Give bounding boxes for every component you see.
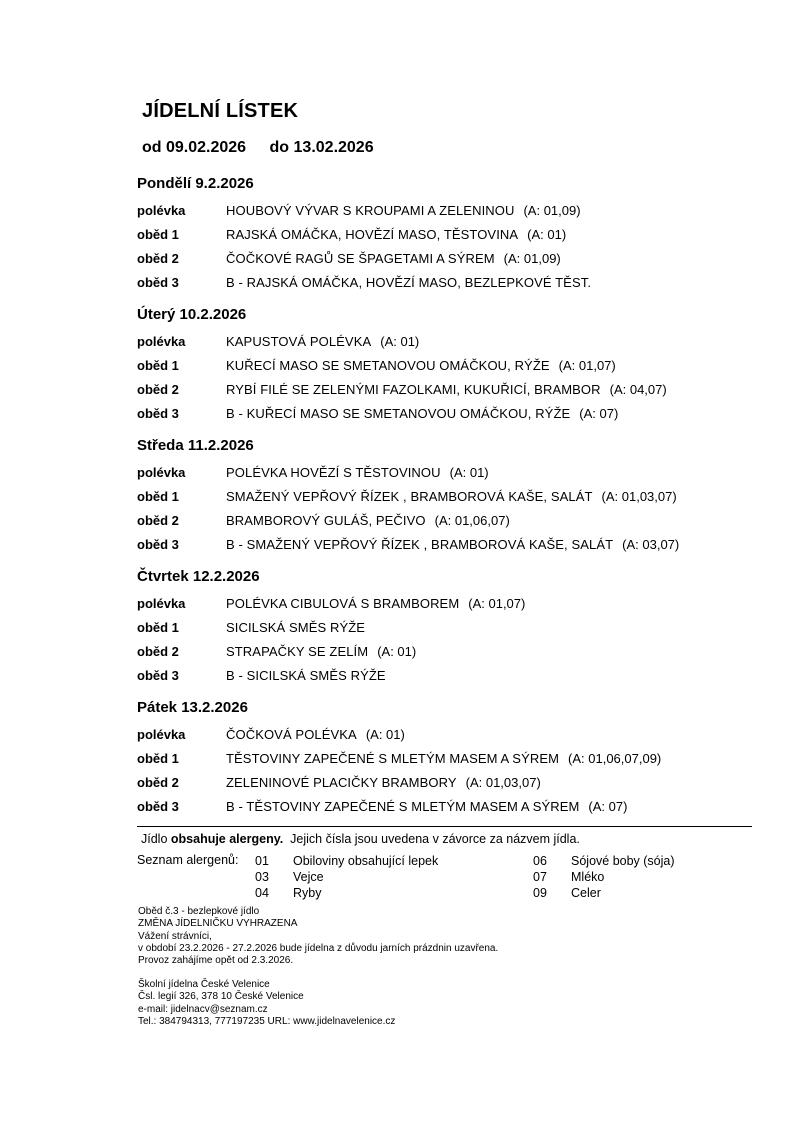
day-section — [137, 434, 757, 557]
menu-row — [137, 640, 757, 664]
allergen-name: Ryby — [293, 886, 322, 900]
meal-label: oběd 2 — [137, 251, 179, 266]
menu-row — [137, 747, 757, 771]
day-title: Čtvrtek 12.2.2026 — [137, 568, 260, 585]
meal-name: RYBÍ FILÉ SE ZELENÝMI FAZOLKAMI, KUKUŘICÍ, BRAMBOR — [226, 382, 601, 397]
meal-allergens: (A: 01,09) — [503, 251, 561, 266]
divider-line — [137, 826, 752, 827]
allergen-name: Mléko — [571, 870, 605, 884]
allergen-note — [141, 832, 580, 846]
meal-allergens: (A: 01) — [449, 465, 489, 480]
meal-name: POLÉVKA HOVĚZÍ S TĚSTOVINOU — [226, 465, 441, 480]
meal-name: B - KUŘECÍ MASO SE SMETANOVOU OMÁČKOU, RÝŽE — [226, 406, 571, 421]
meal-label: oběd 3 — [137, 275, 179, 290]
meal-allergens: (A: 01) — [527, 227, 567, 242]
allergen-column — [533, 853, 675, 901]
day-section — [137, 303, 757, 426]
allergen-note-prefix: Jídlo — [141, 832, 168, 846]
meal-label: oběd 2 — [137, 382, 179, 397]
day-title: Pondělí 9.2.2026 — [137, 175, 254, 192]
footer-line: ZMĚNA JÍDELNIČKU VYHRAZENA — [138, 918, 298, 930]
footer-line: Vážení strávníci, — [138, 930, 212, 942]
footer-line: v období 23.2.2026 - 27.2.2026 bude jídelna z důvodu jarních prázdnin uzavřena. — [138, 942, 499, 954]
meal-name: KAPUSTOVÁ POLÉVKA — [226, 334, 372, 349]
meal-label: polévka — [137, 334, 186, 349]
meal-name: B - SICILSKÁ SMĚS RÝŽE — [226, 668, 386, 683]
menu-row — [137, 509, 757, 533]
meal-name: ZELENINOVÉ PLACIČKY BRAMBORY — [226, 775, 457, 790]
meal-allergens: (A: 01) — [365, 727, 405, 742]
meal-label: oběd 3 — [137, 537, 179, 552]
meal-allergens: (A: 01) — [380, 334, 420, 349]
date-to: do 13.02.2026 — [269, 139, 374, 156]
allergen-item — [533, 885, 675, 901]
meal-name: ČOČKOVÁ POLÉVKA — [226, 727, 357, 742]
meal-name: B - SMAŽENÝ VEPŘOVÝ ŘÍZEK , BRAMBOROVÁ KAŠE, SALÁT — [226, 537, 614, 552]
contact-line: e-mail: jidelnacv@seznam.cz — [138, 1003, 268, 1015]
allergen-name: Obiloviny obsahující lepek — [293, 854, 439, 868]
allergen-name: Sójové boby (sója) — [571, 854, 675, 868]
allergen-name: Vejce — [293, 870, 324, 884]
allergen-note-suffix: Jejich čísla jsou uvedena v závorce za názvem jídla. — [290, 832, 580, 846]
allergen-number: 03 — [255, 870, 269, 884]
allergen-number: 01 — [255, 854, 269, 868]
meal-name: SMAŽENÝ VEPŘOVÝ ŘÍZEK , BRAMBOROVÁ KAŠE, SALÁT — [226, 489, 593, 504]
menu-row — [137, 533, 757, 557]
meal-allergens: (A: 01) — [377, 644, 417, 659]
footer-notes — [138, 906, 498, 967]
menu-row — [137, 330, 757, 354]
menu-row — [137, 795, 757, 819]
day-title: Středa 11.2.2026 — [137, 437, 254, 454]
page-title: JÍDELNÍ LÍSTEK — [142, 100, 299, 122]
allergen-item — [255, 885, 438, 901]
date-range — [142, 139, 374, 157]
meal-name: TĚSTOVINY ZAPEČENÉ S MLETÝM MASEM A SÝREM — [226, 751, 560, 766]
meal-label: oběd 2 — [137, 775, 179, 790]
meal-label: oběd 1 — [137, 620, 179, 635]
date-from: od 09.02.2026 — [142, 139, 247, 156]
menu-row — [137, 616, 757, 640]
menu-row — [137, 592, 757, 616]
day-section — [137, 565, 757, 688]
menu-row — [137, 271, 757, 295]
footer-line: Oběd č.3 - bezlepkové jídlo — [138, 906, 260, 917]
menu-row — [137, 402, 757, 426]
menu-row — [137, 664, 757, 688]
meal-label: oběd 1 — [137, 751, 179, 766]
meal-label: oběd 1 — [137, 358, 179, 373]
meal-allergens: (A: 04,07) — [609, 382, 667, 397]
meal-allergens: (A: 07) — [588, 799, 628, 814]
contact-line: Tel.: 384794313, 777197235 URL: www.jidelnavelenice.cz — [138, 1015, 396, 1027]
allergen-number: 06 — [533, 854, 547, 868]
menu-row — [137, 723, 757, 747]
meal-allergens: (A: 01,06,07) — [434, 513, 510, 528]
menu-row — [137, 223, 757, 247]
allergen-number: 07 — [533, 870, 547, 884]
allergen-number: 09 — [533, 886, 547, 900]
allergen-item — [533, 869, 675, 885]
menu-days — [137, 172, 757, 819]
meal-label: oběd 2 — [137, 513, 179, 528]
meal-allergens: (A: 01,09) — [523, 203, 581, 218]
menu-row — [137, 771, 757, 795]
allergen-item — [533, 853, 675, 869]
meal-label: oběd 3 — [137, 799, 179, 814]
menu-row — [137, 247, 757, 271]
menu-row — [137, 461, 757, 485]
meal-name: BRAMBOROVÝ GULÁŠ, PEČIVO — [226, 513, 426, 528]
menu-row — [137, 378, 757, 402]
day-section — [137, 172, 757, 295]
allergen-item — [255, 853, 438, 869]
allergen-note-bold: obsahuje alergeny. — [170, 832, 284, 846]
meal-name: STRAPAČKY SE ZELÍM — [226, 644, 369, 659]
day-section — [137, 696, 757, 819]
contact-info — [138, 979, 395, 1028]
meal-label: oběd 3 — [137, 668, 179, 683]
meal-allergens: (A: 01,06,07,09) — [568, 751, 662, 766]
day-title: Pátek 13.2.2026 — [137, 699, 248, 716]
menu-row — [137, 199, 757, 223]
meal-name: POLÉVKA CIBULOVÁ S BRAMBOREM — [226, 596, 460, 611]
meal-label: polévka — [137, 465, 186, 480]
meal-name: KUŘECÍ MASO SE SMETANOVOU OMÁČKOU, RÝŽE — [226, 358, 550, 373]
footer-line: Provoz zahájíme opět od 2.3.2026. — [138, 955, 294, 967]
meal-label: oběd 2 — [137, 644, 179, 659]
meal-label: polévka — [137, 596, 186, 611]
menu-row — [137, 354, 757, 378]
meal-label: oběd 3 — [137, 406, 179, 421]
menu-row — [137, 485, 757, 509]
allergen-list-label: Seznam alergenů: — [137, 853, 239, 867]
allergen-name: Celer — [571, 886, 601, 900]
meal-label: oběd 1 — [137, 489, 179, 504]
meal-label: polévka — [137, 727, 186, 742]
meal-name: B - RAJSKÁ OMÁČKA, HOVĚZÍ MASO, BEZLEPKOVÉ TĚST. — [226, 275, 592, 290]
meal-name: HOUBOVÝ VÝVAR S KROUPAMI A ZELENINOU — [226, 203, 515, 218]
contact-line: Čsl. legií 326, 378 10 České Velenice — [138, 991, 304, 1003]
meal-name: B - TĚSTOVINY ZAPEČENÉ S MLETÝM MASEM A SÝREM — [226, 799, 580, 814]
allergen-item — [255, 869, 438, 885]
meal-allergens: (A: 01,03,07) — [465, 775, 541, 790]
meal-label: oběd 1 — [137, 227, 179, 242]
contact-line: Školní jídelna České Velenice — [138, 979, 270, 990]
meal-allergens: (A: 01,07) — [558, 358, 616, 373]
meal-name: ČOČKOVÉ RAGŮ SE ŠPAGETAMI A SÝREM — [226, 251, 495, 266]
meal-allergens: (A: 01,07) — [468, 596, 526, 611]
allergen-number: 04 — [255, 886, 269, 900]
meal-name: SICILSKÁ SMĚS RÝŽE — [226, 620, 366, 635]
meal-label: polévka — [137, 203, 186, 218]
allergen-column — [255, 853, 438, 901]
meal-name: RAJSKÁ OMÁČKA, HOVĚZÍ MASO, TĚSTOVINA — [226, 227, 519, 242]
meal-allergens: (A: 01,03,07) — [601, 489, 677, 504]
meal-allergens: (A: 07) — [579, 406, 619, 421]
day-title: Úterý 10.2.2026 — [137, 306, 247, 323]
meal-allergens: (A: 03,07) — [622, 537, 680, 552]
